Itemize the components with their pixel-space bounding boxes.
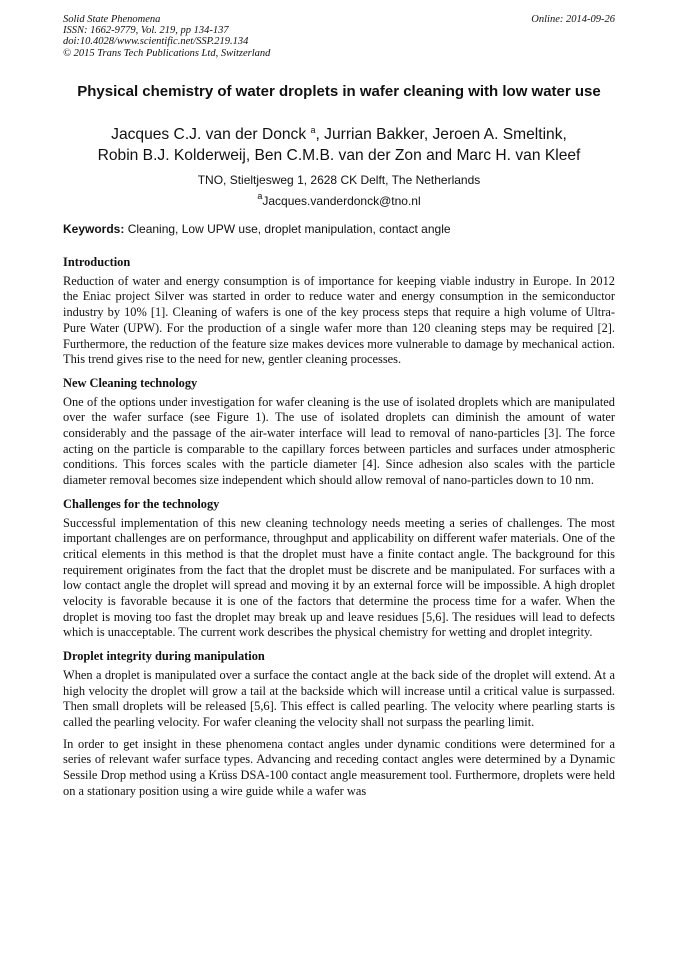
author-rest: , Jurrian Bakker, Jeroen A. Smeltink, — [315, 126, 567, 143]
section-paragraph: Reduction of water and energy consumption is of importance for keeping viable industry in Europe. In 2012 the Eniac project Silver was started in order to reduce water and energy consumption in the semiconductor industry by 10% [1]. Cleaning of wafers is one of the key process steps that require a high volume of Ultra-Pure Water (UPW). For the production of a single wafer more than 120 cleaning steps may be required [2]. Furthermore, the reduction of the feature size makes devices more vulnerable to damage by mechanical action. This trend gives rise to the need for new, gentler cleaning processes. — [63, 273, 615, 367]
journal-header — [63, 14, 270, 59]
section-paragraph: In order to get insight in these phenomena contact angles under dynamic conditions were determined for a series of relevant wafer surface types. Advancing and receding contact angles were determined by a Dynamic Sessile Drop method using a Krüss DSA-100 contact angle measurement tool. Furthermore, droplets were held on a stationary position using a wire guide while a wafer was — [63, 736, 615, 798]
copyright-line: © 2015 Trans Tech Publications Ltd, Switzerland — [63, 47, 271, 59]
journal-name: Solid State Phenomena — [63, 14, 161, 25]
section-heading: Droplet integrity during manipulation — [63, 649, 265, 664]
keywords-label: Keywords: — [63, 222, 125, 236]
section-heading: Introduction — [63, 255, 131, 269]
keywords-text: Cleaning, Low UPW use, droplet manipulation, contact angle — [124, 222, 451, 236]
paper-title: Physical chemistry of water droplets in wafer cleaning with low water use — [77, 83, 601, 100]
issn-line: ISSN: 1662-9779, Vol. 219, pp 134-137 — [63, 25, 229, 37]
section-paragraph: One of the options under investigation for wafer cleaning is the use of isolated droplets which are manipulated over the wafer surface (see Figure 1). The use of isolated droplets can diminish the amount of water considerably and the passage of the air-water interface will lead to removal of nano-particles [3]. The force acting on the particle is comparable to the capillary forces between particles and surfaces under atmospheric conditions. This forces scales with the particle diameter [4]. Since adhesion also scales with the particle diameter removal becomes size independent which should allow removal of nano-particles down to 10 nm. — [63, 394, 615, 488]
paper-body — [63, 255, 615, 808]
section-paragraph: Successful implementation of this new cleaning technology needs meeting a series of challenges. The most important challenges are on performance, throughput and applicability on different wafer materials. One of the critical elements in this method is that the droplet must have a finite contact angle. The background for this requirement originates from the fact that the droplet must be discrete and be manipulated. For surfaces with a low contact angle the droplet will spread and moving it by an external force will be impossible. A high droplet velocity is favorable because it is one of the factors that determine the process time for a wafer. When the droplet is moving too fast the droplet may break up and leave residues [5,6]. The residues will lead to defects which is unacceptable. The current work describes the physical chemistry for wetting and droplet integrity. — [63, 515, 615, 640]
author-line-2: Robin B.J. Kolderweij, Ben C.M.B. van der Zon and Marc H. van Kleef — [97, 147, 581, 164]
keywords — [63, 222, 615, 236]
section-heading: New Cleaning technology — [63, 375, 198, 390]
email-address: Jacques.vanderdonck@tno.nl — [262, 194, 421, 208]
affiliation: TNO, Stieltjesweg 1, 2628 CK Delft, The Netherlands — [197, 173, 481, 187]
online-date: Online: 2014-09-26 — [531, 14, 615, 25]
author-email — [60, 191, 618, 208]
author-list — [60, 124, 618, 166]
section-paragraph: When a droplet is manipulated over a surface the contact angle at the back side of the droplet will extend. At a high velocity the droplet will grow a tail at the backside which will increase until a critical value is surpassed. Then small droplets will be released [5,6]. This effect is called pearling. The velocity where pearling starts is called the pearling velocity. For wafer cleaning the velocity shall not surpass the pearling limit. — [63, 667, 615, 729]
author-line-1 — [60, 124, 618, 145]
doi-line: doi:10.4028/www.scientific.net/SSP.219.134 — [63, 36, 249, 48]
email-superscript: a — [257, 191, 263, 201]
author-first: Jacques C.J. van der Donck — [111, 126, 307, 143]
author-superscript: a — [310, 125, 316, 135]
section-heading: Challenges for the technology — [63, 496, 220, 511]
